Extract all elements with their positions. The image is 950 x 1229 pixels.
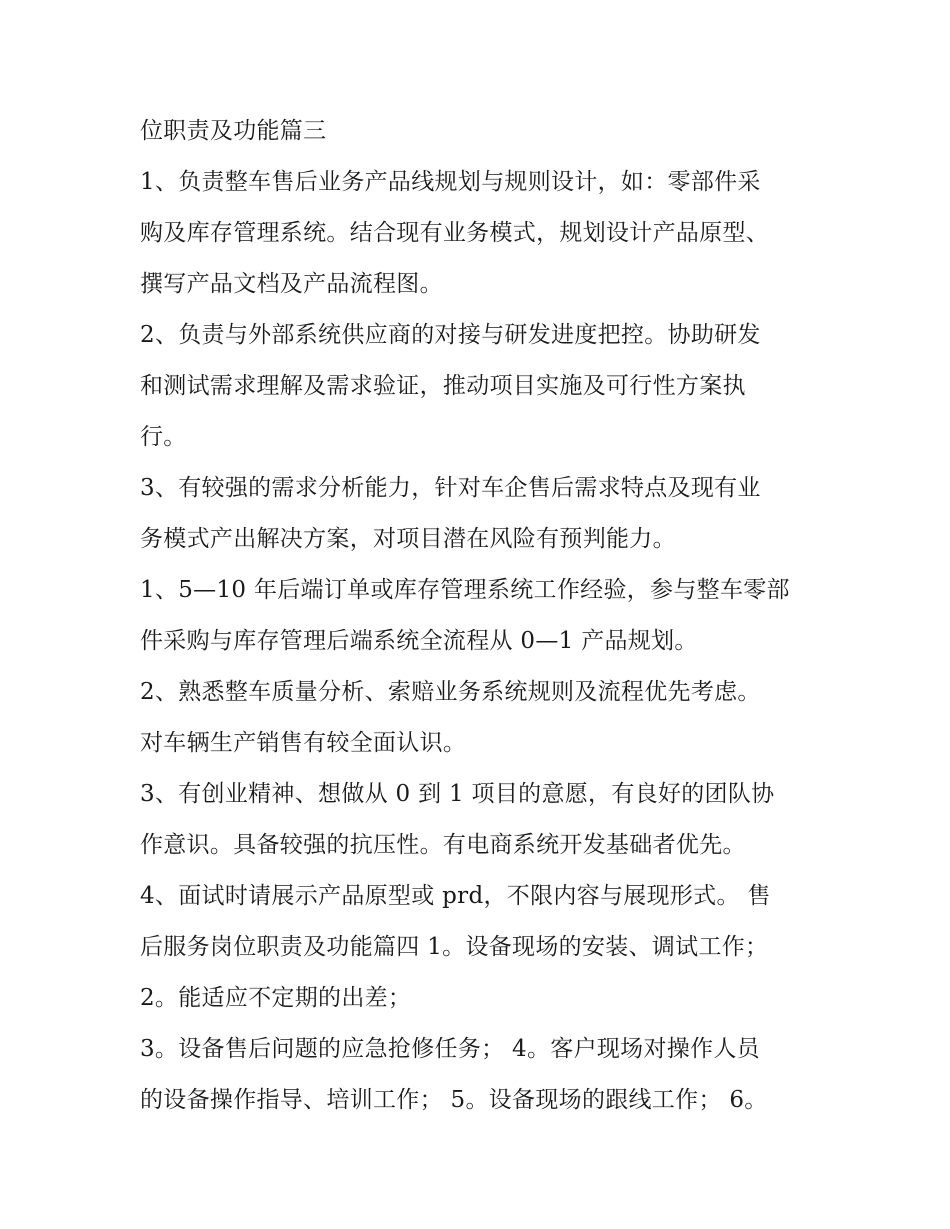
text-line: 2、熟悉整车质量分析、索赔业务系统规则及流程优先考虑。	[140, 679, 761, 705]
text-line: 件采购与库存管理后端系统全流程从 0—1 产品规划。	[140, 628, 698, 654]
text-line: 2、负责与外部系统供应商的对接与研发进度把控。协助研发	[140, 322, 761, 348]
text-line: 3、有创业精神、想做从 0 到 1 项目的意愿，有良好的团队协	[140, 781, 775, 807]
text-line: 4、面试时请展示产品原型或 prd，不限内容与展现形式。 售	[140, 883, 771, 909]
text-line: 位职责及功能篇三	[140, 118, 327, 144]
text-line: 1、负责整车售后业务产品线规划与规则设计，如：零部件采	[140, 169, 761, 195]
text-line: 3、有较强的需求分析能力，针对车企售后需求特点及现有业	[140, 475, 761, 501]
text-line: 撰写产品文档及产品流程图。	[140, 271, 443, 297]
text-line: 行。	[140, 424, 187, 450]
text-line: 和测试需求理解及需求验证，推动项目实施及可行性方案执	[140, 373, 746, 399]
text-line: 1、5—10 年后端订单或库存管理系统工作经验，参与整车零部	[140, 577, 790, 603]
text-line: 后服务岗位职责及功能篇四 1。设备现场的安装、调试工作；	[140, 934, 769, 960]
text-line: 作意识。具备较强的抗压性。有电商系统开发基础者优先。	[140, 832, 746, 858]
text-line: 的设备操作指导、培训工作； 5。设备现场的跟线工作； 6。	[140, 1087, 768, 1113]
text-line: 对车辆生产销售有较全面认识。	[140, 730, 467, 756]
text-line: 2。能适应不定期的出差；	[140, 985, 412, 1011]
text-line: 务模式产出解决方案，对项目潜在风险有预判能力。	[140, 526, 676, 552]
text-line: 购及库存管理系统。结合现有业务模式，规划设计产品原型、	[140, 220, 770, 246]
text-line: 3。设备售后问题的应急抢修任务； 4。客户现场对操作人员	[140, 1036, 760, 1062]
document-body	[140, 106, 820, 1126]
